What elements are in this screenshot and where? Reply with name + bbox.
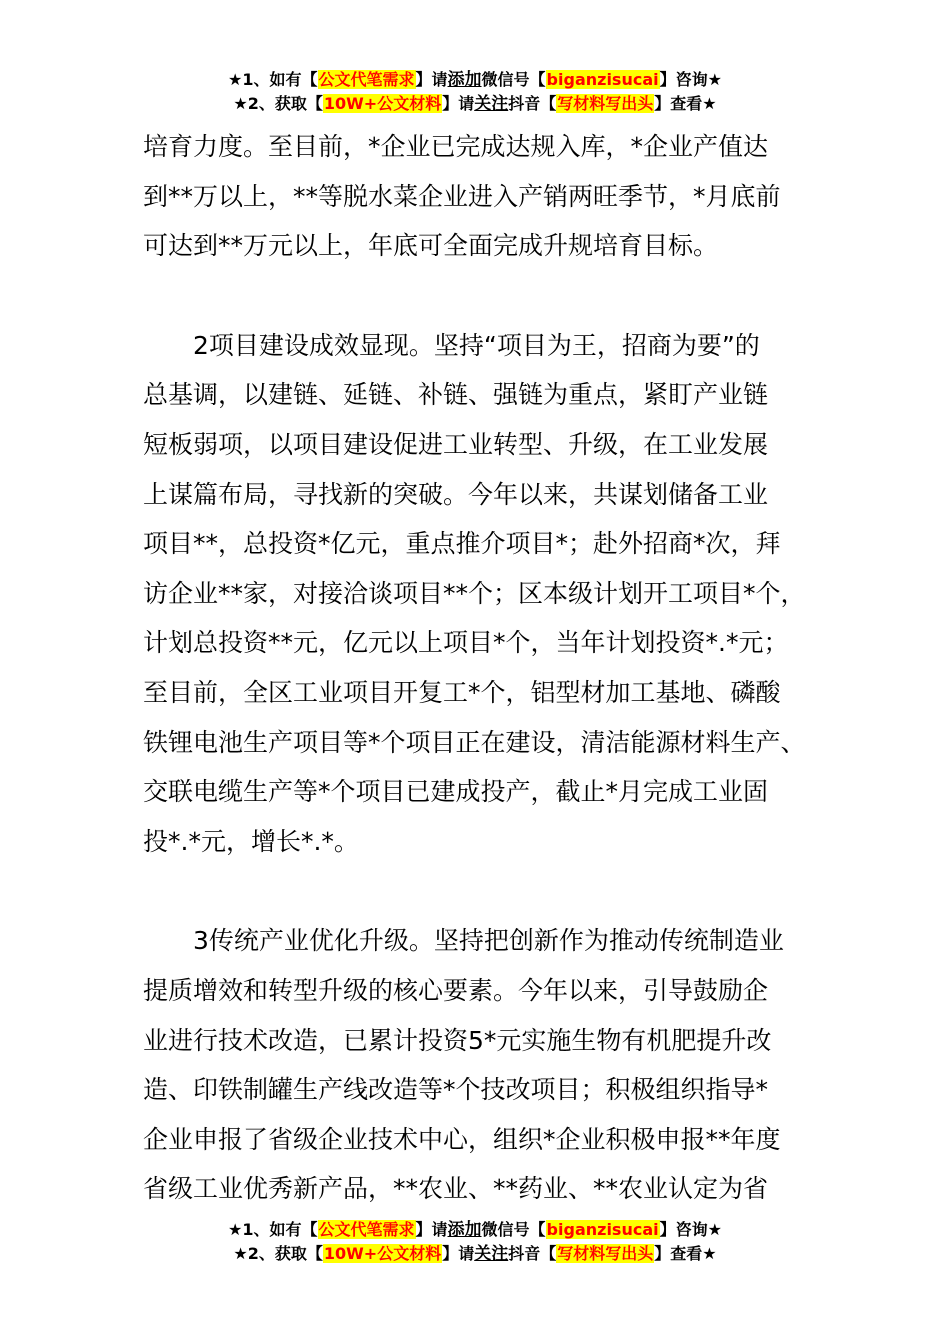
promo-highlight-douyin-id: 写材料写出头 bbox=[557, 1244, 654, 1263]
promo-highlight-materials: 10W+公文材料 bbox=[323, 1244, 442, 1263]
document-body bbox=[143, 122, 823, 1214]
promo-highlight-douyin-id: 写材料写出头 bbox=[557, 94, 654, 113]
promo-line-1: ★1、如有【公文代笔需求】请添加微信号【biganzisucai】咨询★ bbox=[228, 1220, 722, 1240]
paragraph-traditional-industry: 3传统产业优化升级。坚持把创新作为推动传统制造业 提质增效和转型升级的核心要素。今年以来，引导鼓励企 业进行技术改造，已累计投资5*元实施生物有机肥提升改 造、印铁制罐生产线改造等*个技改项目；积极组织指导* 企业申报了省级企业技术中心，组织*企业积极申报**年度 省级工业优秀新产品，**农业、**药业、**农业认定为省 bbox=[143, 926, 784, 1204]
footer-promo-banner bbox=[0, 1218, 950, 1266]
promo-line-1: ★1、如有【公文代笔需求】请添加微信号【biganzisucai】咨询★ bbox=[228, 70, 722, 90]
promo-highlight-wechat-id: biganzisucai bbox=[546, 1220, 659, 1239]
header-promo-banner bbox=[0, 68, 950, 116]
promo-line-2: ★2、获取【10W+公文材料】请关注抖音【写材料写出头】查看★ bbox=[233, 1244, 717, 1264]
paragraph-project-construction: 2项目建设成效显现。坚持“项目为王，招商为要”的 总基调，以建链、延链、补链、强链为重点，紧盯产业链 短板弱项，以项目建设促进工业转型、升级，在工业发展 上谋篇布局，寻找新的突破。今年以来，共谋划储备工业 项目**，总投资*亿元，重点推介项目*；赴外招商*次，拜 访企业**家，对接洽谈项目**个；区本级计划开工项目*个， 计划总投资**元，亿元以上项目*个，当年计划投资*.*元； 至目前，全区工业项目开复工*个，铝型材加工基地、磷酸 铁锂电池生产项目等*个项目正在建设，清洁能源材料生产、 交联电缆生产等*个项目已建成投产，截止*月完成工业固 投*.*元，增长*.*。 bbox=[143, 330, 806, 856]
promo-line-2: ★2、获取【10W+公文材料】请关注抖音【写材料写出头】查看★ bbox=[233, 94, 717, 114]
promo-highlight-service: 公文代笔需求 bbox=[318, 1220, 415, 1239]
promo-highlight-materials: 10W+公文材料 bbox=[323, 94, 442, 113]
promo-highlight-wechat-id: biganzisucai bbox=[546, 70, 659, 89]
promo-highlight-service: 公文代笔需求 bbox=[318, 70, 415, 89]
paragraph-continuation: 培育力度。至目前，*企业已完成达规入库，*企业产值达 到**万以上，**等脱水菜企业进入产销两旺季节，*月底前 可达到**万元以上，年底可全面完成升规培育目标。 bbox=[143, 132, 781, 261]
